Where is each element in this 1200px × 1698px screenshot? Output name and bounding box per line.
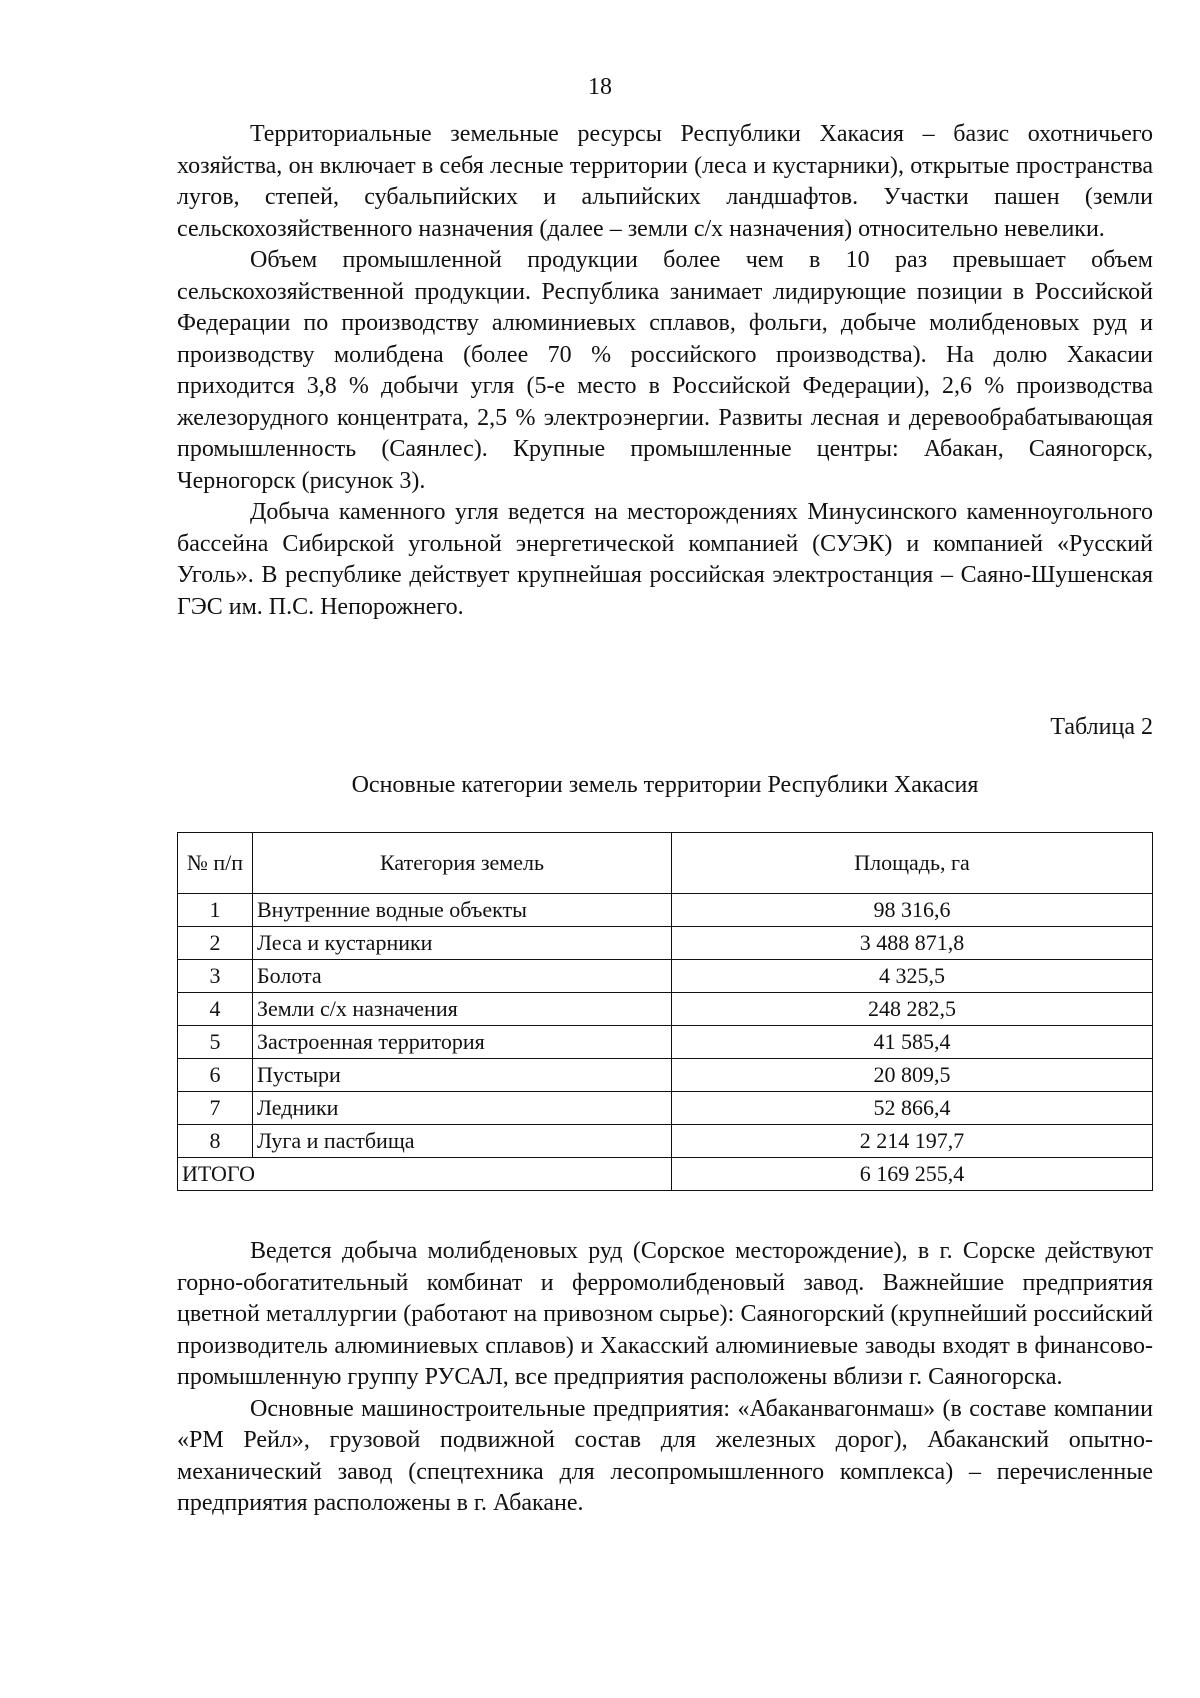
table-row <box>178 927 1153 960</box>
paragraph-molybdenum: Ведется добыча молибденовых руд (Сорское месторождение), в г. Сорске действуют горно-обогатительный комбинат и ферромолибденовый завод. Важнейшие предприятия цветной металлургии (работают на привозном сырье): Саяногорский (крупнейший российский производитель алюминиевых сплавов) и Хакасский алюминиевые заводы входят в финансово-промышленную группу РУСАЛ, все предприятия расположены вблизи г. Саяногорска. <box>177 1238 1153 1390</box>
header-category: Категория земель <box>253 833 672 894</box>
table-total-row <box>178 1158 1153 1191</box>
total-area: 6 169 255,4 <box>672 1158 1153 1191</box>
row-num: 7 <box>178 1092 253 1125</box>
row-area: 98 316,6 <box>672 894 1153 927</box>
land-categories-table <box>177 832 1153 1191</box>
row-category: Пустыри <box>253 1059 672 1092</box>
table-row <box>178 1092 1153 1125</box>
body-text-top <box>177 119 1153 623</box>
paragraph-coal-mining: Добыча каменного угля ведется на месторождениях Минусинского каменноугольного бассейна Сибирской угольной энергетической компанией (СУЭК) и компанией «Русский Уголь». В республике действует крупнейшая российская электростанция – Саяно-Шушенская ГЭС им. П.С. Непорожнего. <box>177 499 1153 620</box>
row-num: 3 <box>178 960 253 993</box>
row-num: 4 <box>178 993 253 1026</box>
row-category: Ледники <box>253 1092 672 1125</box>
total-label: ИТОГО <box>178 1158 672 1191</box>
table-row <box>178 894 1153 927</box>
header-area: Площадь, га <box>672 833 1153 894</box>
row-area: 4 325,5 <box>672 960 1153 993</box>
row-category: Болота <box>253 960 672 993</box>
row-num: 1 <box>178 894 253 927</box>
row-num: 6 <box>178 1059 253 1092</box>
row-area: 2 214 197,7 <box>672 1125 1153 1158</box>
paragraph-industry: Объем промышленной продукции более чем в 10 раз превышает объем сельскохозяйственной продукции. Республика занимает лидирующие позиции в Российской Федерации по производству алюминиевых сплавов, фольги, добыче молибденовых руд и производству молибдена (более 70 % российского производства). На долю Хакасии приходится 3,8 % добычи угля (5-е место в Российской Федерации), 2,6 % производства железорудного концентрата, 2,5 % электроэнергии. Развиты лесная и деревообрабатывающая промышленность (Саянлес). Крупные промышленные центры: Абакан, Саяногорск, Черногорск (рисунок 3). <box>177 247 1153 494</box>
row-num: 2 <box>178 927 253 960</box>
body-text-bottom <box>177 1236 1153 1520</box>
page-number: 18 <box>588 74 612 100</box>
paragraph-land-resources: Территориальные земельные ресурсы Республики Хакасия – базис охотничьего хозяйства, он включает в себя лесные территории (леса и кустарники), открытые пространства лугов, степей, субальпийских и альпийских ландшафтов. Участки пашен (земли сельскохозяйственного назначения (далее – земли с/х назначения) относительно невелики. <box>177 121 1153 242</box>
row-area: 52 866,4 <box>672 1092 1153 1125</box>
table-row <box>178 1125 1153 1158</box>
table-row <box>178 1059 1153 1092</box>
row-category: Земли с/х назначения <box>253 993 672 1026</box>
table-header-row <box>178 833 1153 894</box>
row-category: Леса и кустарники <box>253 927 672 960</box>
row-area: 20 809,5 <box>672 1059 1153 1092</box>
row-category: Луга и пастбища <box>253 1125 672 1158</box>
table-row <box>178 993 1153 1026</box>
row-num: 5 <box>178 1026 253 1059</box>
row-category: Внутренние водные объекты <box>253 894 672 927</box>
table-title: Основные категории земель территории Республики Хакасия <box>351 772 979 798</box>
table-row <box>178 1026 1153 1059</box>
table-label: Таблица 2 <box>1050 714 1153 740</box>
row-area: 3 488 871,8 <box>672 927 1153 960</box>
row-num: 8 <box>178 1125 253 1158</box>
paragraph-machine-building: Основные машиностроительные предприятия: «Абаканвагонмаш» (в составе компании «РМ Рейл», грузовой подвижной состав для железных дорог), Абаканский опытно-механический завод (спецтехника для лесопромышленного комплекса) – перечисленные предприятия расположены в г. Абакане. <box>177 1395 1153 1516</box>
row-area: 248 282,5 <box>672 993 1153 1026</box>
row-area: 41 585,4 <box>672 1026 1153 1059</box>
header-num: № п/п <box>178 833 253 894</box>
row-category: Застроенная территория <box>253 1026 672 1059</box>
table-row <box>178 960 1153 993</box>
